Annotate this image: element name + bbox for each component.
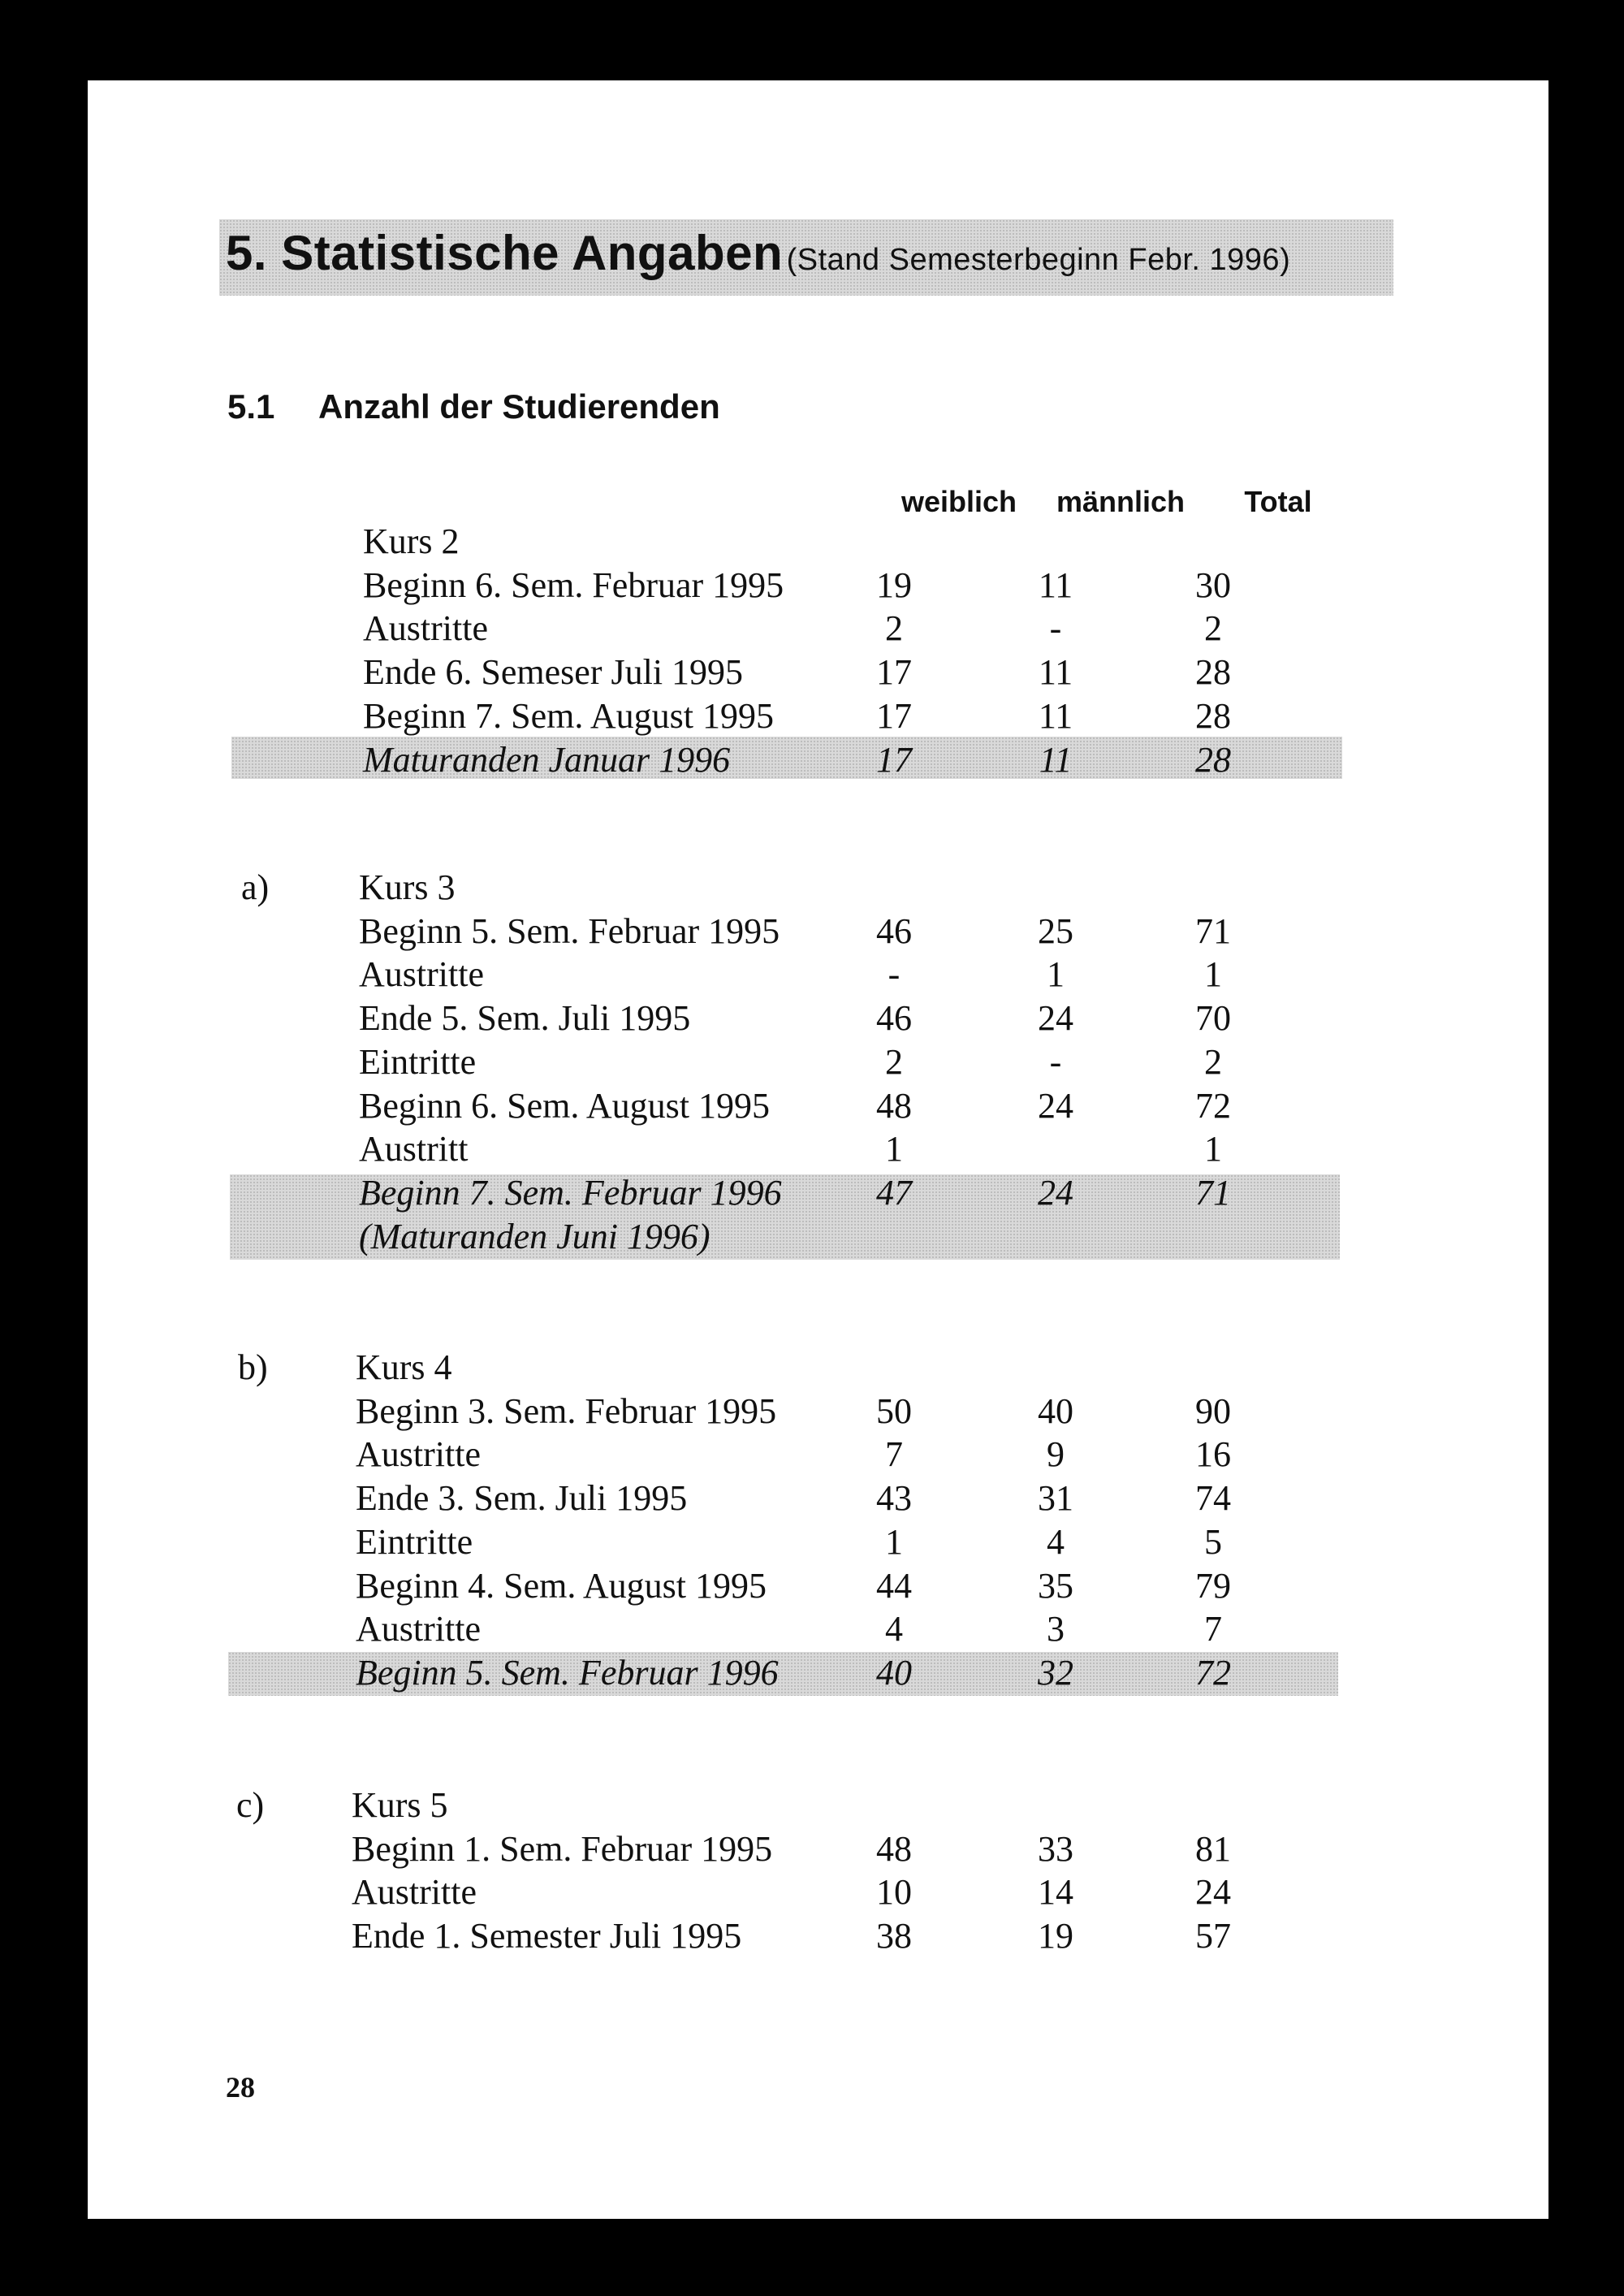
course-title: Kurs 2 [363, 521, 460, 561]
cell-maennlich: 11 [1039, 739, 1073, 780]
cell-weiblich: 2 [885, 1041, 903, 1082]
row-label: Ende 5. Sem. Juli 1995 [359, 998, 691, 1039]
table-row-highlighted [88, 1651, 1548, 1695]
cell-maennlich: 4 [1047, 1521, 1065, 1562]
table-row [88, 1433, 1548, 1477]
cell-total: 1 [1204, 954, 1222, 995]
cell-total: 16 [1195, 1434, 1231, 1475]
title-subtitle: (Stand Semesterbeginn Febr. 1996) [786, 243, 1291, 277]
row-label: Austritte [356, 1434, 481, 1475]
row-label: Beginn 1. Sem. Februar 1995 [352, 1828, 773, 1869]
table-row [88, 1914, 1548, 1958]
row-label: Beginn 3. Sem. Februar 1995 [356, 1390, 777, 1431]
table-row [88, 651, 1548, 694]
cell-weiblich: 38 [876, 1916, 912, 1957]
column-header-maennlich: männlich [1056, 485, 1186, 518]
cell-total: 70 [1195, 998, 1231, 1039]
section-letter: b) [238, 1347, 268, 1387]
cell-maennlich: 24 [1038, 1172, 1073, 1213]
table-row [88, 1477, 1548, 1520]
cell-maennlich: 1 [1047, 954, 1065, 995]
cell-total: 74 [1195, 1478, 1231, 1519]
row-label: Beginn 6. Sem. Februar 1995 [363, 564, 784, 605]
cell-maennlich: 14 [1038, 1872, 1073, 1913]
table-row [88, 607, 1548, 651]
cell-maennlich: 19 [1038, 1916, 1073, 1957]
cell-total: 79 [1195, 1565, 1231, 1606]
cell-weiblich: 48 [876, 1828, 912, 1869]
cell-weiblich: 7 [885, 1434, 903, 1475]
cell-weiblich: 1 [885, 1521, 903, 1562]
course-title-row [88, 1346, 1548, 1390]
section-letter: a) [241, 867, 270, 907]
cell-total: 28 [1195, 695, 1231, 736]
cell-total: 57 [1195, 1916, 1231, 1957]
table-row [88, 1827, 1548, 1871]
cell-total: 30 [1195, 564, 1231, 605]
table-row-highlighted [88, 1171, 1548, 1215]
cell-maennlich: 11 [1038, 652, 1073, 693]
document-page [88, 80, 1548, 2219]
cell-weiblich: 46 [876, 910, 912, 951]
column-header-weiblich: weiblich [901, 485, 1017, 518]
row-label: Beginn 4. Sem. August 1995 [356, 1565, 767, 1606]
cell-weiblich: - [888, 954, 901, 995]
cell-maennlich: 40 [1038, 1390, 1073, 1431]
row-label: Eintritte [359, 1041, 477, 1082]
table-row-highlighted [88, 738, 1548, 782]
cell-weiblich: 44 [876, 1565, 912, 1606]
table-row [88, 1564, 1548, 1608]
page-title [226, 225, 1290, 281]
cell-total: 71 [1195, 910, 1231, 951]
table-row [88, 910, 1548, 953]
table-row [88, 564, 1548, 608]
cell-weiblich: 4 [885, 1609, 903, 1650]
cell-weiblich: 10 [876, 1872, 912, 1913]
table-row [88, 1520, 1548, 1564]
cell-weiblich: 17 [876, 695, 912, 736]
cell-maennlich: 11 [1038, 695, 1073, 736]
course-title-row [88, 866, 1548, 910]
row-label: Beginn 7. Sem. Februar 1996 [359, 1172, 782, 1213]
cell-maennlich: - [1049, 1041, 1062, 1082]
cell-maennlich: 24 [1038, 998, 1073, 1039]
row-label: Beginn 7. Sem. August 1995 [363, 695, 775, 736]
cell-total: 28 [1195, 739, 1231, 780]
cell-total: 2 [1204, 608, 1222, 649]
cell-total: 28 [1195, 652, 1231, 693]
cell-maennlich: 11 [1038, 564, 1073, 605]
section-title: Anzahl der Studierenden [318, 387, 720, 426]
cell-maennlich: 33 [1038, 1828, 1073, 1869]
cell-weiblich: 50 [876, 1390, 912, 1431]
table-row [88, 1390, 1548, 1433]
cell-total: 24 [1195, 1872, 1231, 1913]
course-title-row [88, 520, 1548, 564]
row-label: Austritte [352, 1872, 477, 1913]
cell-weiblich: 48 [876, 1085, 912, 1126]
course-title: Kurs 3 [359, 867, 456, 907]
course-title: Kurs 4 [356, 1347, 452, 1387]
cell-weiblich: 1 [885, 1129, 903, 1170]
cell-weiblich: 46 [876, 998, 912, 1039]
row-label: (Maturanden Juni 1996) [359, 1216, 710, 1256]
table-row [88, 1040, 1548, 1084]
title-main: 5. Statistische Angaben [226, 226, 784, 280]
cell-weiblich: 47 [876, 1172, 912, 1213]
cell-maennlich: 9 [1047, 1434, 1065, 1475]
page-number: 28 [226, 2071, 255, 2104]
cell-weiblich: 40 [876, 1652, 912, 1693]
cell-weiblich: 19 [876, 564, 912, 605]
course-title-row [88, 1784, 1548, 1827]
column-header-total: Total [1244, 485, 1312, 518]
cell-total: 72 [1195, 1652, 1231, 1693]
course-title: Kurs 5 [352, 1785, 448, 1825]
table-row [88, 1127, 1548, 1171]
row-label: Austritte [356, 1609, 481, 1650]
cell-total: 90 [1195, 1390, 1231, 1431]
row-label: Austritt [359, 1129, 469, 1170]
row-label: Austritte [359, 954, 484, 995]
row-label: Ende 6. Semeser Juli 1995 [363, 652, 744, 693]
section-number: 5.1 [227, 387, 275, 426]
table-row [88, 997, 1548, 1040]
cell-maennlich: 31 [1038, 1478, 1073, 1519]
row-label: Maturanden Januar 1996 [363, 739, 731, 780]
cell-maennlich: - [1049, 608, 1062, 649]
table-row [88, 953, 1548, 997]
cell-total: 71 [1195, 1172, 1231, 1213]
row-label: Beginn 6. Sem. August 1995 [359, 1085, 771, 1126]
cell-maennlich: 32 [1038, 1652, 1073, 1693]
table-row [88, 694, 1548, 738]
row-label: Ende 1. Semester Juli 1995 [352, 1916, 742, 1957]
section-letter: c) [236, 1785, 265, 1825]
cell-maennlich: 24 [1038, 1085, 1073, 1126]
cell-total: 7 [1204, 1609, 1222, 1650]
table-row [88, 1870, 1548, 1914]
row-label: Austritte [363, 608, 488, 649]
cell-weiblich: 17 [876, 739, 912, 780]
cell-total: 5 [1204, 1521, 1222, 1562]
row-label: Eintritte [356, 1521, 473, 1562]
cell-weiblich: 43 [876, 1478, 912, 1519]
cell-total: 1 [1204, 1129, 1222, 1170]
row-label: Beginn 5. Sem. Februar 1995 [359, 910, 780, 951]
cell-weiblich: 2 [885, 608, 903, 649]
section-heading [227, 387, 720, 426]
cell-maennlich: 3 [1047, 1609, 1065, 1650]
cell-maennlich: 35 [1038, 1565, 1073, 1606]
table-row [88, 1607, 1548, 1651]
row-label: Beginn 5. Sem. Februar 1996 [356, 1652, 779, 1693]
cell-total: 2 [1204, 1041, 1222, 1082]
cell-maennlich: 25 [1038, 910, 1073, 951]
cell-weiblich: 17 [876, 652, 912, 693]
table-row [88, 1084, 1548, 1128]
cell-total: 81 [1195, 1828, 1231, 1869]
table-row-highlighted [88, 1215, 1548, 1259]
cell-total: 72 [1195, 1085, 1231, 1126]
row-label: Ende 3. Sem. Juli 1995 [356, 1478, 688, 1519]
